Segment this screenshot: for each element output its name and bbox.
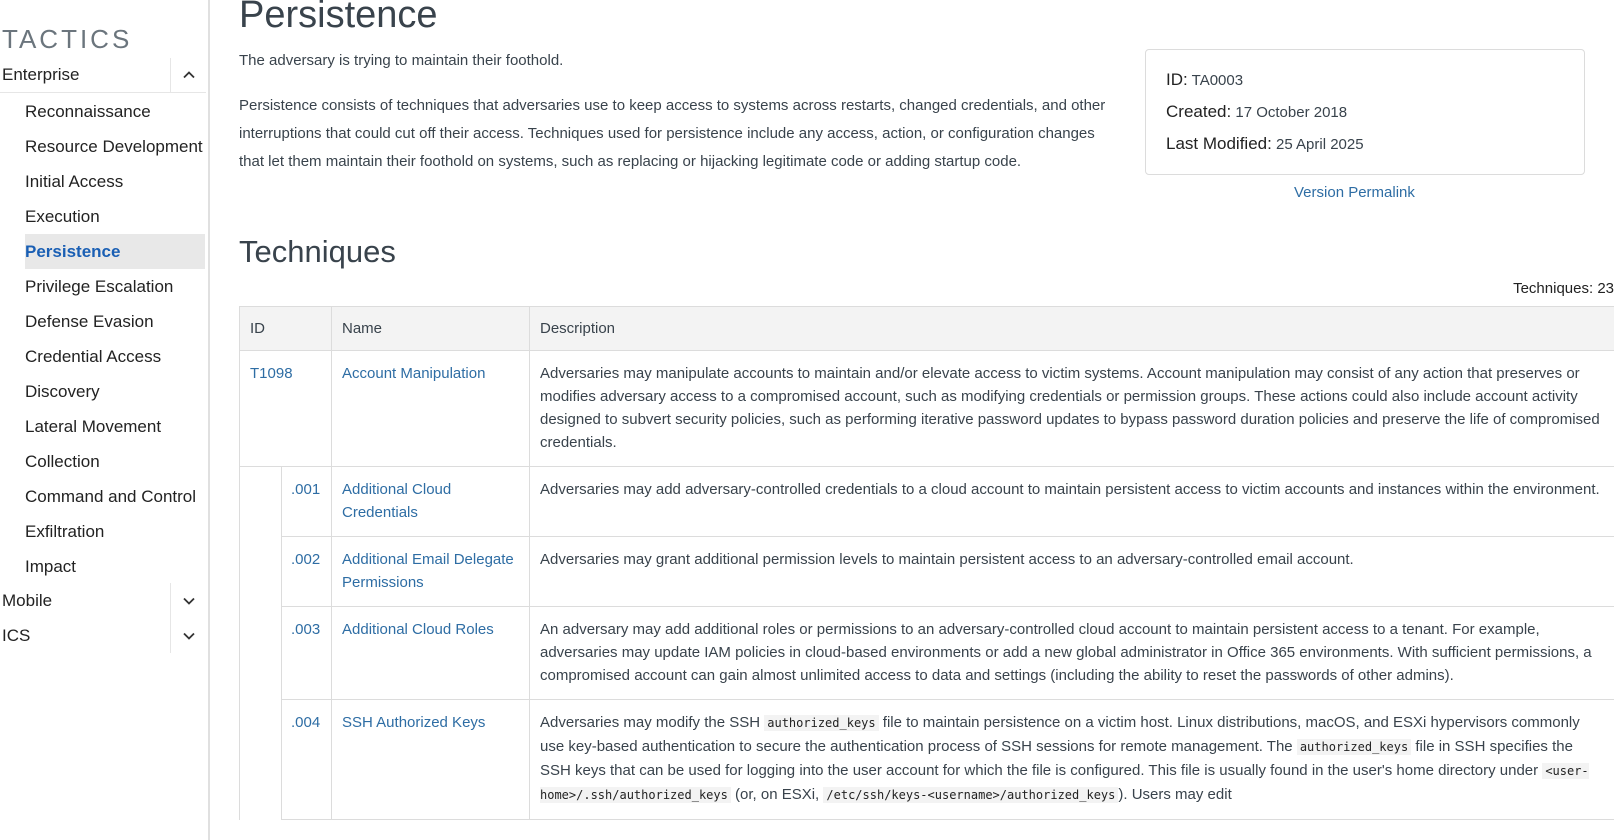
subtechnique-description-cell: Adversaries may grant additional permission levels to maintain persistent access to an adversary-controlled email account.: [530, 537, 1614, 607]
sidebar-item-discovery[interactable]: Discovery: [25, 381, 100, 401]
sidebar-item-lateral-movement[interactable]: Lateral Movement: [25, 416, 162, 436]
subtechnique-name-cell: [332, 700, 530, 820]
table-row: [240, 700, 1614, 820]
subtechnique-name-cell: [332, 467, 530, 537]
subtechnique-name-cell: [332, 607, 530, 700]
table-header-row: [240, 307, 1614, 351]
card-modified-label: Last Modified:: [1166, 134, 1272, 153]
sidebar-matrix-enterprise[interactable]: [0, 58, 206, 93]
sidebar-matrix-mobile[interactable]: [0, 583, 206, 618]
page-description: Persistence consists of techniques that adversaries use to keep access to systems across restarts, changed credentials, and other interruptions that could cut off their access. Techniques used for persistence include any access, action, or configuration changes that let them maintain their foothold on systems, such as replacing or hijacking legitimate code or adding startup code.: [239, 97, 1106, 170]
card-modified-value: 25 April 2025: [1276, 136, 1364, 153]
card-modified-row: [1166, 132, 1564, 156]
table-row: [240, 537, 1614, 607]
sidebar-matrix-label: Mobile: [2, 590, 53, 610]
sidebar-item-persistence[interactable]: Persistence: [25, 234, 205, 269]
sidebar-item-command-and-control[interactable]: Command and Control: [25, 486, 197, 506]
subtechnique-id-link[interactable]: .002: [291, 551, 321, 568]
subtechnique-id-link[interactable]: .001: [291, 481, 321, 498]
card-id-row: [1166, 68, 1564, 92]
subtechnique-name-link[interactable]: Additional Cloud Roles: [342, 621, 494, 638]
subtechnique-indent: [240, 537, 282, 607]
sidebar-matrix-ics[interactable]: [0, 618, 206, 653]
techniques-heading: Techniques: [239, 234, 396, 269]
card-id-label: ID:: [1166, 70, 1188, 89]
subtechnique-id-link[interactable]: .004: [291, 714, 321, 731]
sidebar-matrix-label: Enterprise: [2, 65, 80, 84]
subtechnique-id-cell: [282, 700, 332, 820]
sidebar-item-reconnaissance[interactable]: Reconnaissance: [25, 101, 151, 121]
techniques-table: [239, 306, 1614, 820]
chevron-up-icon[interactable]: [170, 58, 206, 93]
subtechnique-description-cell: Adversaries may add adversary-controlled credentials to a cloud account to maintain persistent access to victim accounts and instances within the environment.: [530, 467, 1614, 537]
sidebar-matrix-label: ICS: [2, 625, 31, 645]
technique-name-cell: [332, 351, 530, 467]
card-id-value: TA0003: [1191, 72, 1244, 89]
subtechnique-id-cell: [282, 607, 332, 700]
subtechnique-description-cell: [530, 700, 1614, 820]
desc-text: (or, on ESXi,: [730, 786, 824, 803]
page-title: Persistence: [239, 0, 438, 36]
sidebar: [0, 0, 210, 840]
technique-name-link[interactable]: Account Manipulation: [342, 365, 486, 382]
desc-text: file to maintain persistence on a victim host. Linux distributions, macOS, and ESXi hypervisors commonly use key-based authentication to secure the authentication process of SSH sessions for remote management. The: [540, 714, 1580, 755]
card-created-label: Created:: [1166, 102, 1232, 121]
desc-text: file in SSH specifies the SSH keys that can be used for logging into the user account for which the file is configured. This file is usually found in the user's home directory under: [540, 738, 1573, 779]
table-row: [240, 467, 1614, 537]
sidebar-item-impact[interactable]: Impact: [25, 556, 77, 576]
table-row: [240, 351, 1614, 467]
sidebar-item-credential-access[interactable]: Credential Access: [25, 346, 162, 366]
subtechnique-name-link[interactable]: Additional Cloud Credentials: [342, 481, 452, 521]
technique-description-cell: Adversaries may manipulate accounts to maintain and/or elevate access to victim systems. Account manipulation may consist of any action that preserves or modifies adversary access to a compromised account, such as modifying credentials or permission groups. These actions could also include account activity designed to subvert security policies, such as performing iterative password updates to bypass password duration policies and preserve the life of compromised credentials.: [530, 351, 1614, 467]
desc-text: ). Users may edit: [1118, 786, 1232, 803]
subtechnique-name-link[interactable]: Additional Email Delegate Permissions: [342, 551, 514, 591]
code-snippet: authorized_keys: [1297, 739, 1411, 755]
desc-text: Adversaries may modify the SSH: [540, 714, 765, 731]
table-header-id: ID: [240, 307, 332, 351]
table-header-description: Description: [530, 307, 1614, 351]
subtechnique-id-link[interactable]: .003: [291, 621, 321, 638]
subtechnique-id-cell: [282, 537, 332, 607]
technique-id-link[interactable]: T1098: [250, 365, 293, 382]
sidebar-item-initial-access[interactable]: Initial Access: [25, 171, 124, 191]
table-row: [240, 607, 1614, 700]
subtechnique-name-link[interactable]: SSH Authorized Keys: [342, 714, 486, 731]
code-snippet: <user-home>/.ssh/authorized_keys: [540, 764, 1589, 802]
card-created-value: 17 October 2018: [1235, 104, 1348, 121]
subtechnique-indent: [240, 700, 282, 820]
sidebar-item-defense-evasion[interactable]: Defense Evasion: [25, 311, 154, 331]
version-permalink-link[interactable]: Version Permalink: [1294, 184, 1415, 201]
sidebar-title: TACTICS: [2, 24, 133, 54]
card-created-row: [1166, 100, 1564, 124]
chevron-down-icon[interactable]: [170, 618, 206, 653]
subtechnique-indent: [240, 467, 282, 537]
code-snippet: /etc/ssh/keys-<username>/authorized_keys: [823, 787, 1118, 803]
sidebar-item-privilege-escalation[interactable]: Privilege Escalation: [25, 276, 174, 296]
sidebar-item-execution[interactable]: Execution: [25, 206, 100, 226]
techniques-count: Techniques: 23: [1513, 280, 1614, 297]
tactic-info-card: [1145, 49, 1585, 175]
sidebar-item-collection[interactable]: Collection: [25, 451, 100, 471]
sidebar-item-resource-development[interactable]: Resource Development: [25, 136, 203, 156]
table-header-name: Name: [332, 307, 530, 351]
page-subtitle: The adversary is trying to maintain their foothold.: [239, 52, 564, 69]
subtechnique-description-cell: An adversary may add additional roles or permissions to an adversary-controlled cloud account to maintain persistent access to a tenant. For example, adversaries may update IAM policies in cloud-based environments or add a new global administrator in Office 365 environments. With sufficient permissions, a compromised account can gain almost unlimited access to data and settings (including the ability to reset the passwords of other admins).: [530, 607, 1614, 700]
sidebar-item-exfiltration[interactable]: Exfiltration: [25, 521, 105, 541]
subtechnique-name-cell: [332, 537, 530, 607]
subtechnique-id-cell: [282, 467, 332, 537]
subtechnique-indent: [240, 607, 282, 700]
code-snippet: authorized_keys: [764, 715, 878, 731]
chevron-down-icon[interactable]: [170, 583, 206, 618]
technique-id-cell: [240, 351, 332, 467]
